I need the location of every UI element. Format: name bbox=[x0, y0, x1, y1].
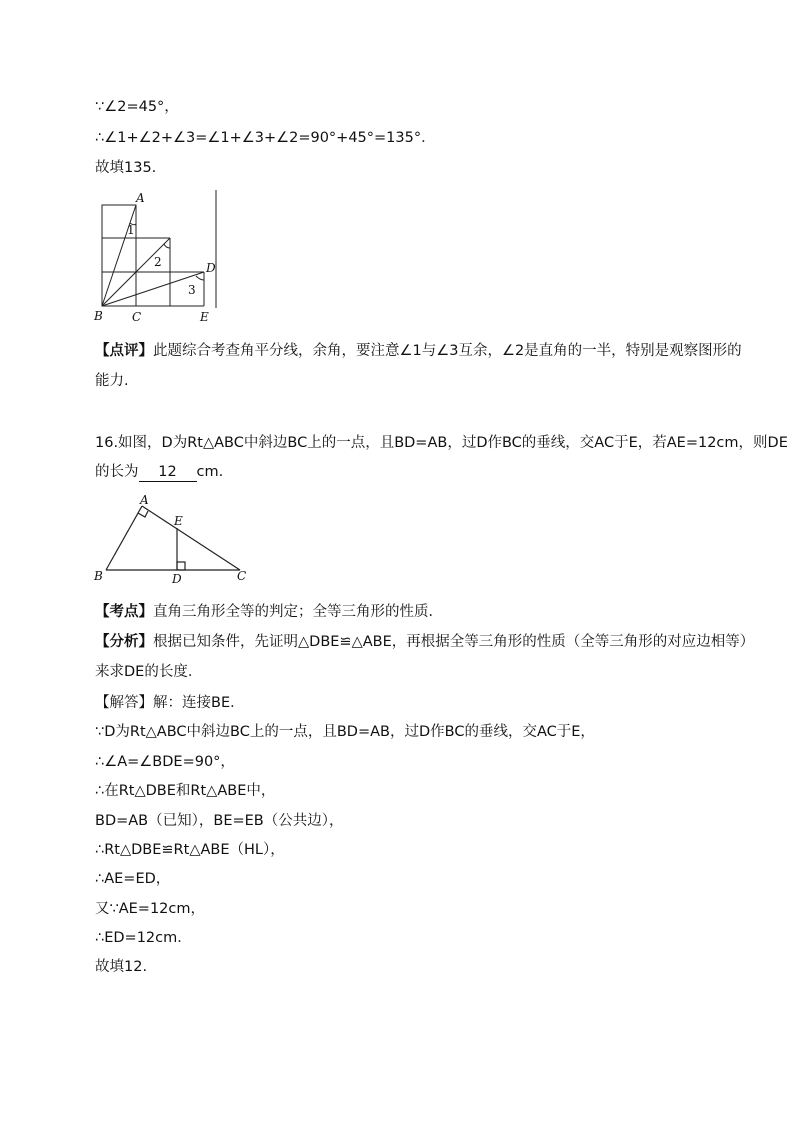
kaodian-line bbox=[95, 602, 443, 622]
step-line: ∴Rt△DBE≌Rt△ABE（HL）， bbox=[95, 842, 285, 858]
step-line: ∵D为Rt△ABC中斜边BC上的一点，且BD=AB，过D作BC的垂线，交AC于E， bbox=[95, 724, 595, 740]
ray-BA bbox=[102, 205, 136, 306]
label-2: 2 bbox=[154, 255, 162, 269]
text-line: ∴∠1+∠2+∠3=∠1+∠3+∠2=90°+45°=135°． bbox=[95, 130, 436, 146]
comment-tag: 【点评】 bbox=[95, 343, 153, 359]
answer-blank: 12 bbox=[139, 464, 197, 482]
label-D: D bbox=[206, 261, 216, 275]
label-3: 3 bbox=[188, 283, 196, 297]
step-line: BD=AB（已知），BE=EB（公共边）， bbox=[95, 813, 344, 829]
label-A: A bbox=[136, 191, 145, 205]
side-AB bbox=[106, 506, 142, 570]
figure-grid-angles bbox=[92, 190, 232, 325]
step-line: ∴在Rt△DBE和Rt△ABE中， bbox=[95, 783, 276, 799]
label-B: B bbox=[94, 569, 103, 583]
step-line: 又∵AE=12cm， bbox=[95, 901, 206, 917]
kaodian-tag: 【考点】 bbox=[95, 604, 153, 620]
label-A: A bbox=[140, 493, 149, 507]
text-line: 故填135. bbox=[95, 160, 157, 176]
label-E: E bbox=[200, 310, 209, 324]
step-line: ∴∠A=∠BDE=90°， bbox=[95, 754, 235, 770]
right-angle-A bbox=[138, 511, 148, 517]
side-AC bbox=[142, 506, 240, 570]
step-line: 故填12. bbox=[95, 959, 148, 975]
problem-16-line1: 16.如图，D为Rt△ABC中斜边BC上的一点，且BD=AB，过D作BC的垂线，交AC于E，若AE=12cm，则DE bbox=[95, 435, 788, 451]
comment-line bbox=[95, 341, 742, 361]
problem-16-line2 bbox=[95, 462, 223, 482]
fenxi-tag: 【分析】 bbox=[95, 634, 153, 650]
comment-line-2: 能力. bbox=[95, 373, 129, 389]
text-line: ∵∠2=45°， bbox=[95, 99, 179, 115]
kaodian-text: 直角三角形全等的判定；全等三角形的性质． bbox=[153, 604, 443, 620]
step-line: ∴AE=ED， bbox=[95, 871, 171, 887]
right-angle-D bbox=[177, 562, 185, 570]
fenxi-line-2: 来求DE的长度． bbox=[95, 664, 203, 680]
problem-16-prefix: 的长为 bbox=[95, 464, 139, 480]
jieda-tag: 【解答】 bbox=[95, 695, 153, 711]
label-B: B bbox=[94, 309, 103, 323]
step-line: ∴ED=12cm． bbox=[95, 930, 192, 946]
fenxi-line bbox=[95, 632, 754, 652]
label-D: D bbox=[172, 572, 182, 586]
comment-text: 此题综合考查角平分线，余角，要注意∠1与∠3互余，∠2是直角的一半，特别是观察图形的 bbox=[153, 343, 742, 359]
problem-16-suffix: cm. bbox=[196, 464, 224, 480]
label-1: 1 bbox=[127, 223, 135, 237]
figure-right-triangle bbox=[92, 494, 262, 586]
label-E: E bbox=[174, 514, 183, 528]
label-C: C bbox=[237, 569, 247, 583]
fenxi-text: 根据已知条件，先证明△DBE≌△ABE，再根据全等三角形的性质（全等三角形的对应边相等） bbox=[153, 634, 755, 650]
label-C: C bbox=[132, 310, 142, 324]
jieda-text: 解：连接BE． bbox=[153, 695, 245, 711]
jieda-line bbox=[95, 693, 245, 713]
